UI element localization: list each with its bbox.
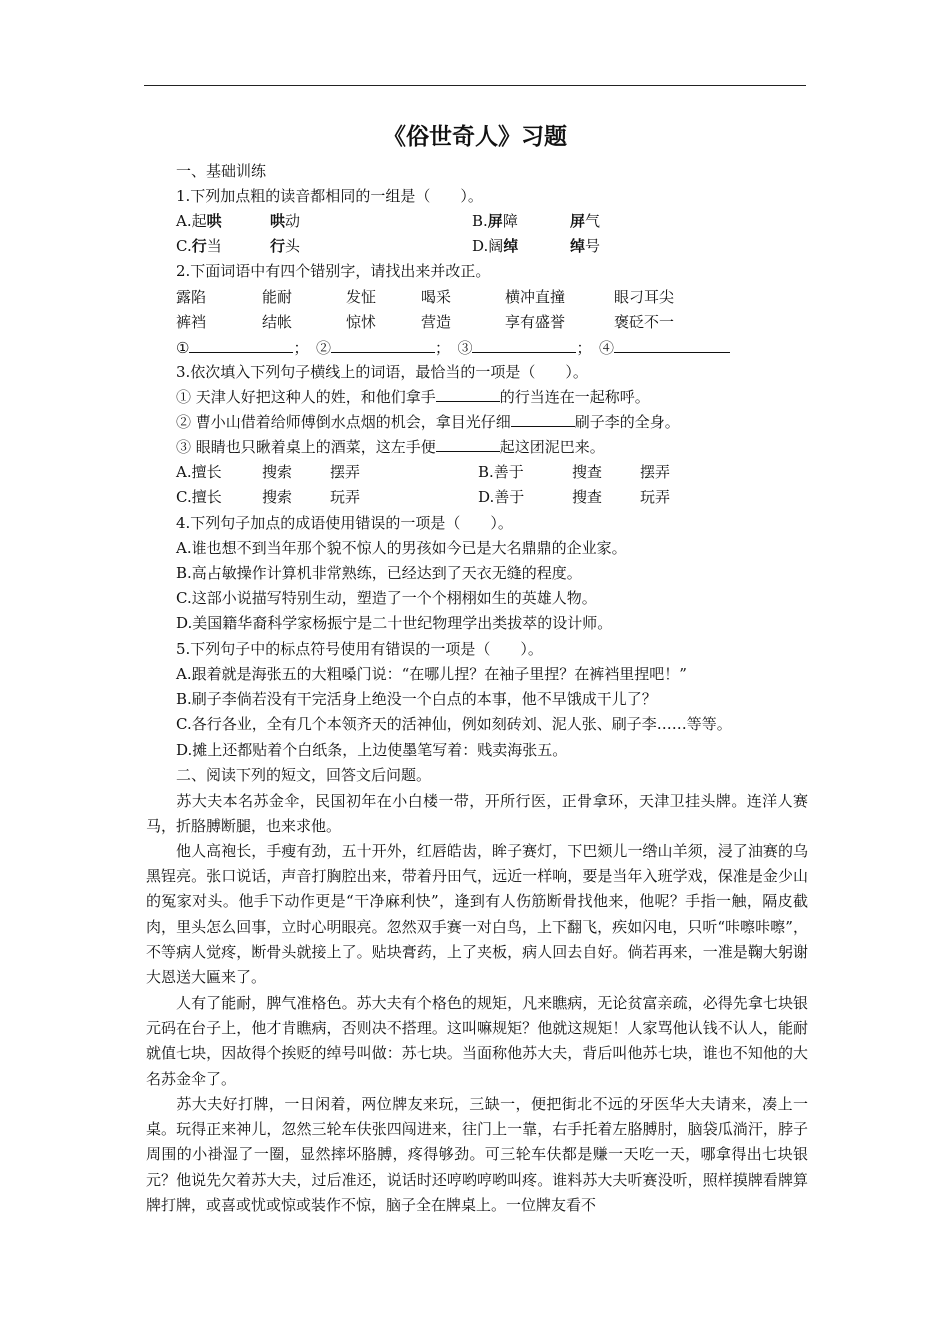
q5-option-b: B.刷子李倘若没有干完活身上绝没一个白点的本事，他不早饿成干儿了？ bbox=[176, 690, 657, 708]
passage-paragraph: 他人高袍长，手瘦有劲，五十开外，红唇皓齿，眸子赛灯，下巴颏儿一绺山羊须，浸了油赛的乌黑锃亮。张口说话，声音打胸腔出来，带着丹田气，远近一样响，要是当年入班学戏，保准是金少山的冤家对头。他手下动作更是“干净麻利快”，逢到有人伤筋断骨找他来，他呢？手指一触，隔皮截肉，里头怎么回事，立时心明眼亮。忽然双手赛一对白鸟，上下翻飞，疾如闪电，只听“咔嚓咔嚓”，不等病人觉疼，断骨头就接上了。贴块膏药，上了夹板，病人回去自好。倘若再来，一准是鞠大躬谢大恩送大匾来了。 bbox=[146, 842, 808, 987]
q4-option-a: A.谁也想不到当年那个貌不惊人的男孩如今已是大名鼎鼎的企业家。 bbox=[176, 539, 627, 557]
header-rule bbox=[144, 85, 806, 86]
q1-option-c: C.行当 bbox=[176, 237, 222, 255]
q3-option-b-word: 搜查 bbox=[572, 463, 603, 481]
q1-option-a: A.起哄 bbox=[176, 212, 222, 230]
q1-stem: 1.下列加点粗的读音都相同的一组是（ ）。 bbox=[176, 187, 483, 205]
q2-word: 惊怵 bbox=[346, 313, 377, 331]
q2-word: 喝采 bbox=[421, 288, 452, 306]
q2-word: 横冲直撞 bbox=[505, 288, 566, 306]
fill-blank[interactable] bbox=[436, 437, 500, 452]
q3-option-d: D.善于 bbox=[478, 488, 525, 506]
passage-paragraph: 苏大夫本名苏金伞，民国初年在小白楼一带，开所行医，正骨拿环，天津卫挂头牌。连洋人赛马，折胳膊断腿，也来求他。 bbox=[146, 792, 808, 836]
q3-sentence-1: ① 天津人好把这种人的姓，和他们拿手 的行当连在一起称呼。 bbox=[176, 388, 650, 406]
q2-word: 营造 bbox=[421, 313, 452, 331]
q3-option-c-word: 搜索 bbox=[262, 488, 293, 506]
q3-option-c-word: 玩弄 bbox=[330, 488, 361, 506]
q2-stem: 2.下面词语中有四个错别字，请找出来并改正。 bbox=[176, 262, 491, 280]
q2-word: 眼刁耳尖 bbox=[614, 288, 675, 306]
q5-option-c: C.各行各业，全有几个本领齐天的活神仙，例如刻砖刘、泥人张、刷子李……等等。 bbox=[176, 715, 732, 733]
q3-option-d-word: 玩弄 bbox=[640, 488, 671, 506]
answer-blank[interactable] bbox=[614, 338, 730, 353]
q3-option-a-word: 摆弄 bbox=[330, 463, 361, 481]
q2-word: 裤裆 bbox=[176, 313, 207, 331]
q3-option-b: B.善于 bbox=[478, 463, 524, 481]
q4-option-d: D.美国籍华裔科学家杨振宁是二十世纪物理学出类拔萃的设计师。 bbox=[176, 614, 613, 632]
answer-blank[interactable] bbox=[189, 338, 293, 353]
q3-option-c: C.擅长 bbox=[176, 488, 222, 506]
fill-blank[interactable] bbox=[511, 412, 575, 427]
q2-answer-blanks: ① ； ② ； ③ ； ④ bbox=[176, 337, 730, 358]
answer-blank[interactable] bbox=[472, 338, 576, 353]
q4-option-c: C.这部小说描写特别生动，塑造了一个个栩栩如生的英雄人物。 bbox=[176, 589, 597, 607]
q5-option-a: A.跟着就是海张五的大粗嗓门说：“在哪儿捏？在袖子里捏？在裤裆里捏吧！” bbox=[176, 665, 687, 683]
q3-option-a-word: 搜索 bbox=[262, 463, 293, 481]
q1-option-b-second: 屏气 bbox=[570, 212, 601, 230]
q3-sentence-3: ③ 眼睛也只瞅着桌上的酒菜，这左手便 起这团泥巴来。 bbox=[176, 438, 605, 456]
passage-paragraph: 苏大夫好打牌，一日闲着，两位牌友来玩，三缺一，便把街北不远的牙医华大夫请来，凑上一桌。玩得正来神儿，忽然三轮车伕张四闯进来，往门上一靠，右手托着左胳膊肘，脑袋瓜淌汗，脖子周围的小褂湿了一圈，显然摔坏胳膊，疼得够劲。可三轮车伕都是赚一天吃一天，哪拿得出七块银元？他说先欠着苏大夫，过后准还，说话时还哼哟哼哟叫疼。谁料苏大夫听赛没听，照样摸牌看牌算牌打牌，或喜或忧或惊或装作不惊，脑子全在牌桌上。一位牌友看不 bbox=[146, 1095, 808, 1214]
q3-stem: 3.依次填入下列句子横线上的词语，最恰当的一项是（ ）。 bbox=[176, 363, 588, 381]
q2-word: 能耐 bbox=[262, 288, 293, 306]
q3-option-d-word: 搜查 bbox=[572, 488, 603, 506]
answer-blank[interactable] bbox=[331, 338, 435, 353]
q2-word: 发怔 bbox=[346, 288, 377, 306]
q3-sentence-2: ② 曹小山借着给师傅倒水点烟的机会，拿目光仔细 刷子李的全身。 bbox=[176, 413, 680, 431]
q4-stem: 4.下列句子加点的成语使用错误的一项是（ ）。 bbox=[176, 514, 513, 532]
q1-option-a-second: 哄动 bbox=[270, 212, 301, 230]
q1-option-b: B.屏障 bbox=[472, 212, 518, 230]
q3-option-b-word: 摆弄 bbox=[640, 463, 671, 481]
q2-word: 露陷 bbox=[176, 288, 207, 306]
q5-stem: 5.下列句子中的标点符号使用有错误的一项是（ ）。 bbox=[176, 640, 543, 658]
q3-option-a: A.擅长 bbox=[176, 463, 222, 481]
fill-blank[interactable] bbox=[436, 387, 500, 402]
page-title: 《俗世奇人》习题 bbox=[383, 124, 567, 150]
passage-paragraph: 人有了能耐，脾气准格色。苏大夫有个格色的规矩，凡来瞧病，无论贫富亲疏，必得先拿七块银元码在台子上，他才肯瞧病，否则决不搭理。这叫嘛规矩？他就这规矩！人家骂他认钱不认人，能耐就值七块，因故得个挨贬的绰号叫做：苏七块。当面称他苏大夫，背后叫他苏七块，谁也不知他的大名苏金伞了。 bbox=[146, 994, 808, 1088]
section-2-heading: 二、阅读下列的短文，回答文后问题。 bbox=[176, 766, 432, 784]
q1-option-d: D.阔绰 bbox=[472, 237, 519, 255]
q4-option-b: B.高占敏操作计算机非常熟练，已经达到了天衣无缝的程度。 bbox=[176, 564, 582, 582]
q1-option-c-second: 行头 bbox=[270, 237, 301, 255]
q2-word: 褒砭不一 bbox=[614, 313, 675, 331]
q5-option-d: D.摊上还都贴着个白纸条，上边使墨笔写着：贱卖海张五。 bbox=[176, 741, 568, 759]
section-1-heading: 一、基础训练 bbox=[176, 162, 267, 180]
q2-word: 结帐 bbox=[262, 313, 293, 331]
q1-option-d-second: 绰号 bbox=[570, 237, 601, 255]
q2-word: 享有盛誉 bbox=[505, 313, 566, 331]
